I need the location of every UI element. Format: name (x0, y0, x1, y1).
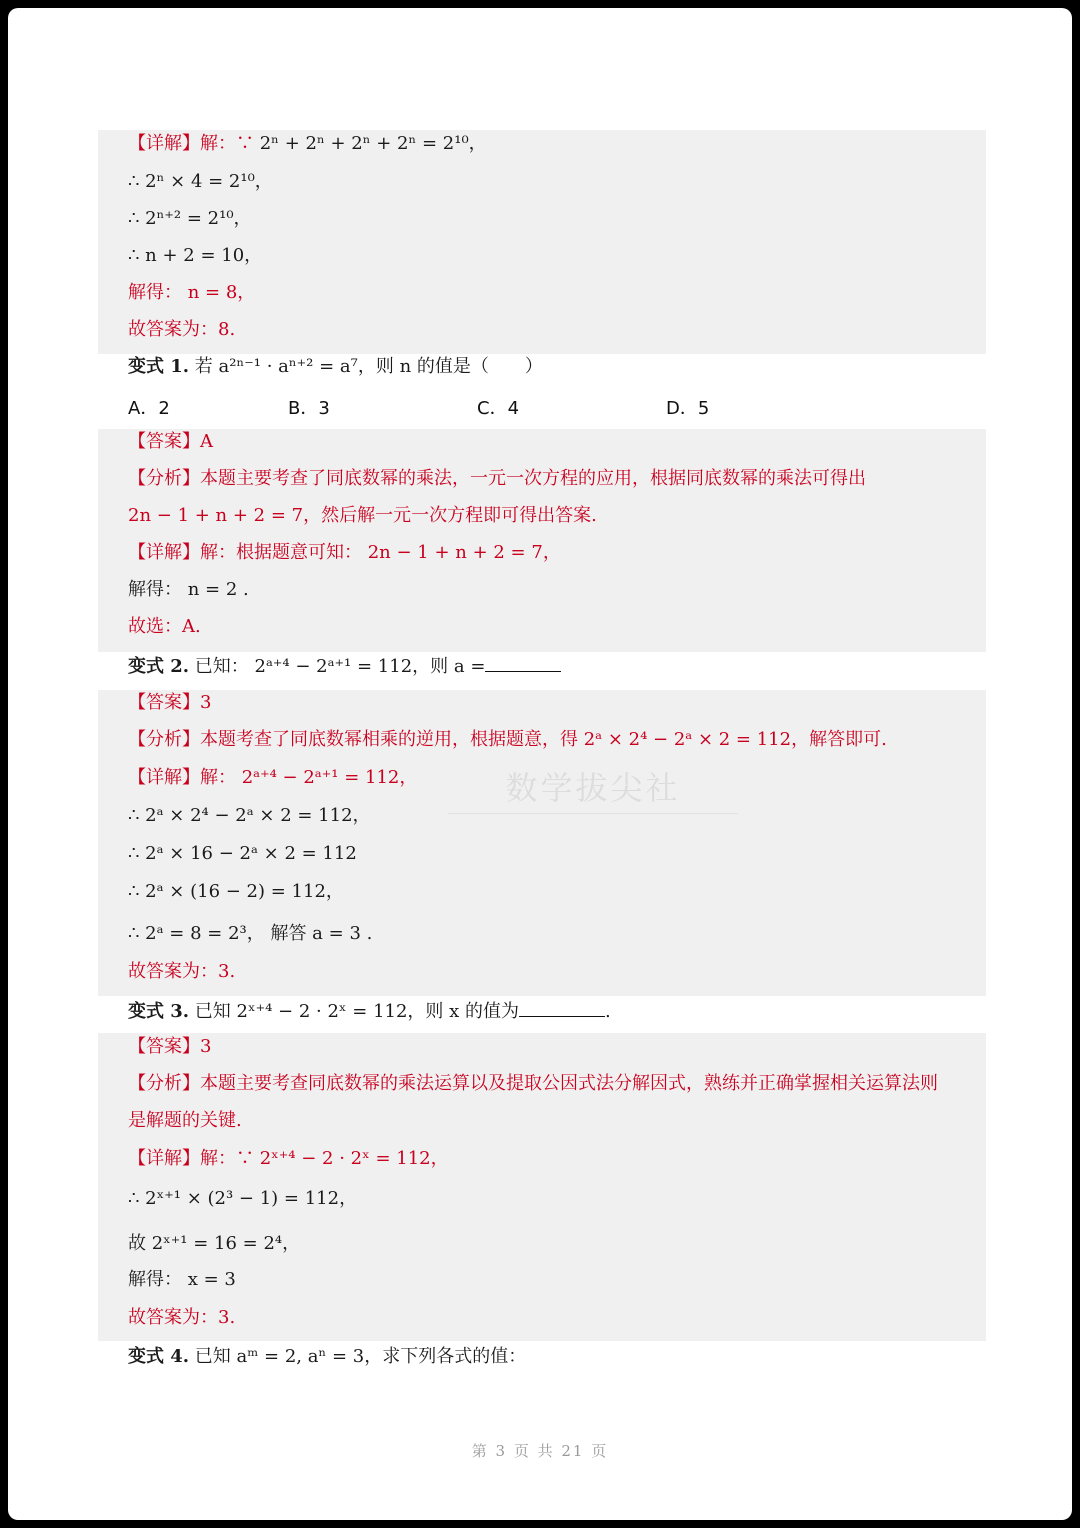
detail-line: 【详解】解：∵ 2ˣ⁺⁴ − 2 · 2ˣ = 112， (128, 1148, 449, 1169)
step-line: ∴ 2ⁿ⁺² = 2¹⁰， (128, 208, 252, 229)
detail-line: 【详解】解：根据题意可知： 2n − 1 + n + 2 = 7， (128, 542, 561, 563)
detail-line: 【详解】解： 2ᵃ⁺⁴ − 2ᵃ⁺¹ = 112， (128, 767, 418, 788)
step-line: ∴ 2ⁿ × 4 = 2¹⁰， (128, 171, 273, 192)
step-line: ∴ 2ᵃ × (16 − 2) = 112， (128, 881, 344, 902)
variant-label: 变式 2. (128, 656, 190, 677)
final-answer: 故答案为：3. (128, 961, 236, 982)
step-line: ∴ 2ᵃ = 8 = 2³， 解答 a = 3 . (128, 923, 373, 944)
step-line: 故 2ˣ⁺¹ = 16 = 2⁴， (128, 1233, 301, 1254)
option-b: B．3 (288, 398, 330, 419)
document-page (8, 8, 1072, 1520)
detail-tag: 【详解】 (128, 133, 200, 154)
option-d: D．5 (666, 398, 710, 419)
detail-line: 【详解】解：∵ 2ⁿ + 2ⁿ + 2ⁿ + 2ⁿ = 2¹⁰， (128, 133, 487, 154)
answer-blank (485, 649, 561, 672)
variant-label: 变式 3. (128, 1001, 190, 1022)
analysis-line: 【分析】本题主要考查同底数幂的乘法运算以及提取公因式法分解因式，熟练并正确掌握相关运算法则 (128, 1073, 938, 1094)
page-footer: 第 3 页 共 21 页 (471, 1442, 609, 1460)
answer-line: 【答案】3 (128, 692, 212, 713)
answer-blank (519, 994, 605, 1017)
variant-3-question: 变式 3. 已知 2ˣ⁺⁴ − 2 · 2ˣ = 112，则 x 的值为 . (128, 994, 611, 1026)
answer-line: 【答案】3 (128, 1036, 212, 1057)
variant-label: 变式 1. (128, 356, 190, 377)
step-line: 解得： x = 3 (128, 1269, 236, 1290)
analysis-line: 【分析】本题主要考查了同底数幂的乘法，一元一次方程的应用，根据同底数幂的乘法可得出 (128, 468, 866, 489)
final-answer: 故答案为：3. (128, 1307, 236, 1328)
analysis-line-2: 是解题的关键. (128, 1110, 242, 1131)
step-line: ∴ 2ᵃ × 16 − 2ᵃ × 2 = 112 (128, 843, 357, 864)
step-line: ∴ 2ᵃ × 2⁴ − 2ᵃ × 2 = 112， (128, 805, 371, 826)
option-c: C．4 (477, 398, 520, 419)
final-answer: 故选：A. (128, 616, 201, 637)
analysis-line: 【分析】本题考查了同底数幂相乘的逆用，根据题意，得 2ᵃ × 2⁴ − 2ᵃ × 2 = 112，解答即可. (128, 729, 887, 750)
watermark: 数学拔尖社 (448, 763, 738, 814)
option-a: A．2 (128, 398, 170, 419)
final-answer: 故答案为：8. (128, 319, 236, 340)
variant-1-question: 变式 1. 若 a²ⁿ⁻¹ · aⁿ⁺² = a⁷，则 n 的值是（ ） (128, 356, 543, 377)
variant-label: 变式 4. (128, 1346, 190, 1367)
analysis-line-2: 2n − 1 + n + 2 = 7，然后解一元一次方程即可得出答案. (128, 505, 597, 526)
step-line: 解得： n = 8， (128, 282, 256, 303)
step-line: ∴ n + 2 = 10， (128, 245, 263, 266)
step-line: ∴ 2ˣ⁺¹ × (2³ − 1) = 112， (128, 1188, 358, 1209)
variant-4-question: 变式 4. 已知 aᵐ = 2, aⁿ = 3，求下列各式的值： (128, 1346, 527, 1367)
step-line: 解得： n = 2 . (128, 579, 249, 600)
variant-2-question: 变式 2. 已知： 2ᵃ⁺⁴ − 2ᵃ⁺¹ = 112，则 a = (128, 649, 561, 681)
answer-line: 【答案】A (128, 431, 213, 452)
